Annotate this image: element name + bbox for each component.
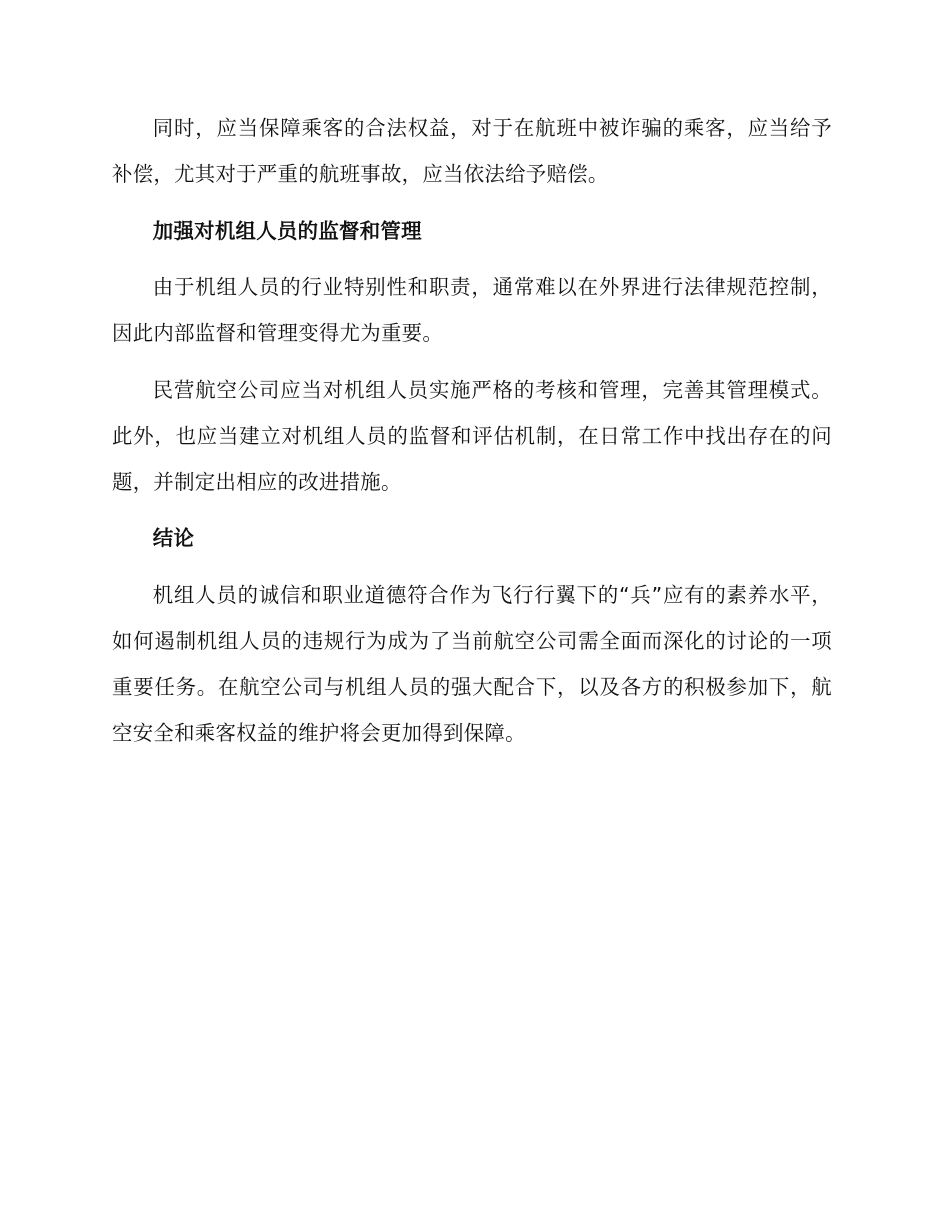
section-heading-conclusion: 结论: [152, 526, 195, 551]
paragraph-conclusion: 机组人员的诚信和职业道德符合作为飞行行翼下的“兵”应有的素养水平，如何遏制机组人员的违规行为成为了当前航空公司需全面而深化的讨论的一项重要任务。在航空公司与机组人员的强大配合下，以及各方的积极参加下，航空安全和乘客权益的维护将会更加得到保障。: [112, 583, 832, 745]
paragraph-internal-supervision: 由于机组人员的行业特别性和职责，通常难以在外界进行法律规范控制，因此内部监督和管理变得尤为重要。: [112, 275, 832, 346]
paragraph-passenger-rights: 同时，应当保障乘客的合法权益，对于在航班中被诈骗的乘客，应当给予补偿，尤其对于严重的航班事故，应当依法给予赔偿。: [112, 116, 832, 186]
paragraph-management-mode: 民营航空公司应当对机组人员实施严格的考核和管理，完善其管理模式。此外，也应当建立对机组人员的监督和评估机制，在日常工作中找出存在的问题，并制定出相应的改进措施。: [112, 377, 832, 494]
section-heading-supervision: 加强对机组人员的监督和管理: [152, 218, 422, 243]
document-body: [112, 106, 832, 767]
